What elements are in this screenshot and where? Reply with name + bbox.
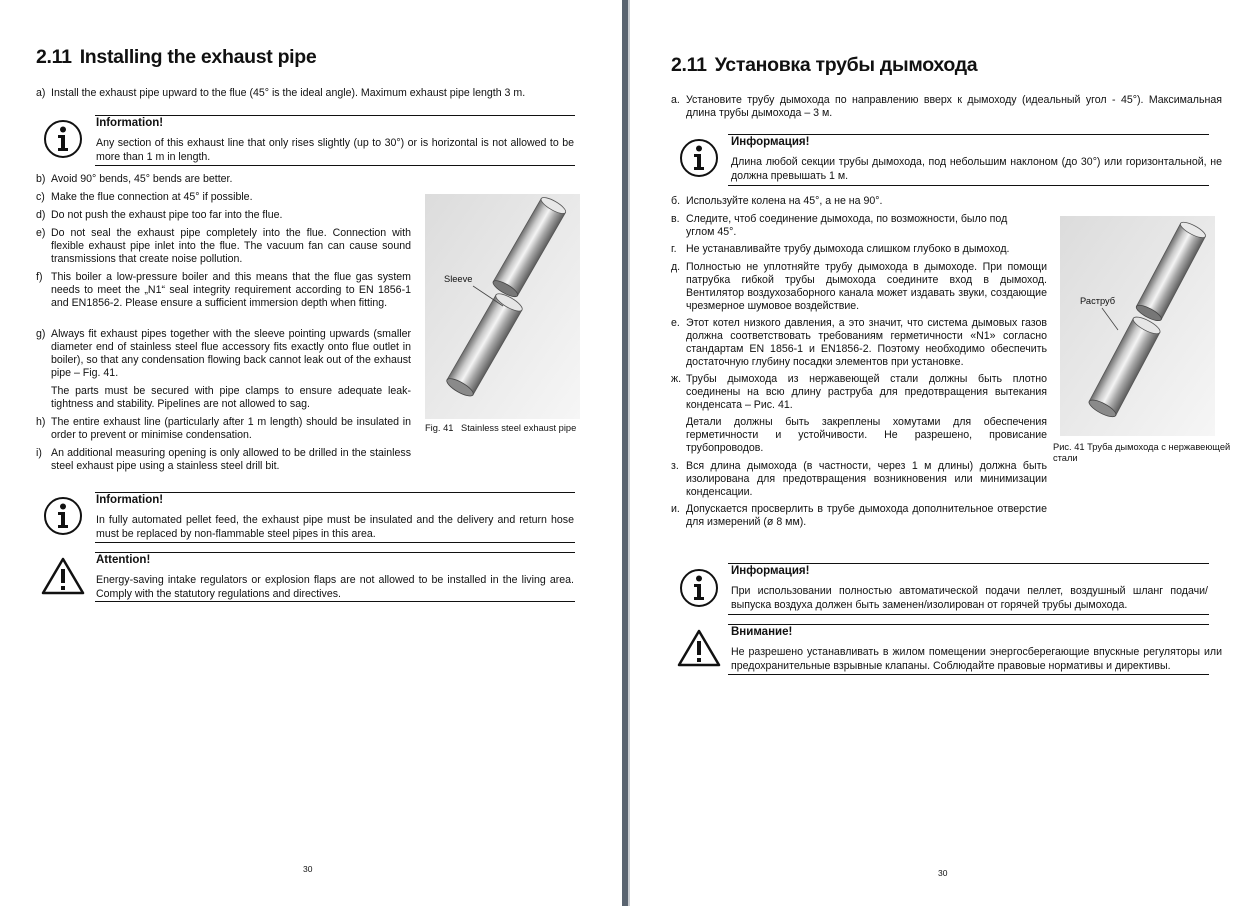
- note-body: Any section of this exhaust line that only rises slightly (up to 30°) or is horizontal is not allowed to be more than 1 m in length.: [96, 137, 574, 163]
- note-heading: Attention!: [96, 554, 151, 566]
- note-body: Energy-saving intake regulators or explosion flaps are not allowed to be installed in the living area. Comply with the statutory regulations and directives.: [96, 574, 574, 600]
- warning-icon: [41, 556, 85, 601]
- figure-caption-number: Fig. 41: [425, 423, 454, 433]
- figure-label-sleeve: Sleeve: [444, 274, 473, 284]
- page-left-english: 2.11 Installing the exhaust pipe a) Install the exhaust pipe upward to the flue (45° is the ideal angle). Maximum exhaust pipe length 3 m. Information! Any section of this exhaust line that only rises slightly (up to 30°) or is horizontal is not allowed to be more than 1 m in length. b) Avoid 90° bends, 45° bends are better. c) Make the flue connection at 45° if possible. d) Do not push the exhaust pipe too far into the flue. e) Do not seal the exhaust pipe completely into the flue. Connection with flexible exhaust pipe inlet into the flue. The vacuum fan can cause sound transmissions that create noise pollution. f) This boiler a low-pressure boiler and this means that the flue gas system needs to meet the „N1“ seal integrity requirement according to EN 1856-1 and EN1856-2. Please ensure a sufficient immersion depth when fitting. g) Always fit exhaust pipes together with the sleeve pointing upwards (smaller diameter end of stainless steel flue accessory fits exactly onto flue outlet in boiler), so that any condensation flowing back cannot leak out of the exhaust pipe – Fig. 41. The parts must be secured with pipe clamps to ensure adequate leak-tightness and stability. Pipelines are not allowed to sag. h) The entire exhaust line (particularly after 1 m length) should be insulated in order to prevent or minimise condensation. i) An additional measuring opening is only allowed to be drilled in the stainless steel exhaust pipe using a stainless steel drill bit. Sleeve Fig. 41 Stainless steel exhaust pipe Information! In fully automated pellet feed, the exhaust pipe must be insulated and the delivery and return hose must be replaced by non-flammable steel pipes in this area. Attention! Energy-saving intake regulators or explosion flaps are not allowed to be installed in the living area. Comply with the statutory regulations and directives. 30: [0, 0, 622, 906]
- exhaust-pipe-figure: [425, 194, 580, 419]
- note-heading: Information!: [96, 117, 164, 129]
- section-title: 2.11 Установка трубы дымохода: [671, 54, 978, 76]
- figure-caption: Stainless steel exhaust pipe: [461, 423, 577, 433]
- note-heading: Информация!: [731, 565, 810, 577]
- note-bottom-rule: [95, 601, 575, 602]
- page-number: 30: [303, 864, 313, 874]
- note-body: Длина любой секции трубы дымохода, под небольшим наклоном (до 30°) или горизонтальной, не должна превышать 1 м.: [731, 156, 1222, 182]
- note-bottom-rule: [95, 542, 575, 543]
- note-body: При использовании полностью автоматической подачи пеллет, воздушный шланг подачи/выпуска воздуха должен быть заменен/изолирован от горячей трубы дымохода.: [731, 585, 1208, 611]
- note-top-rule: [95, 492, 575, 493]
- exhaust-pipe-figure: [1060, 216, 1215, 436]
- note-bottom-rule: [728, 674, 1209, 675]
- page-right-russian: 2.11 Установка трубы дымохода а. Установите трубу дымохода по направлению вверх к дымоходу (идеальный угол - 45°). Максимальная длина трубы дымохода – 3 м. Информация! Длина любой секции трубы дымохода, под небольшим наклоном (до 30°) или горизонтальной, не должна превышать 1 м. б. Используйте колена на 45°, а не на 90°. в. Следите, чтоб соединение дымохода, по возможности, было под углом 45°. г. Не устанавливайте трубу дымохода слишком глубоко в дымоход. д. Полностью не уплотняйте трубу дымохода в дымоходе. При помощи патрубка гибкой трубы дымохода соедините вход в дымоход. Вентилятор воздухозаборного канала может издавать звуки, создающие чрезмерное шумовое воздействие. е. Этот котел низкого давления, а это значит, что система дымовых газов должна соответствовать требованиям герметичности «N1» согласно стандартам EN 1856-1 и EN1856-2. Поэтому необходимо обеспечить достаточную глубину посадки элементов при установке. ж. Трубы дымохода из нержавеющей стали должны быть плотно соединены на всю длину раструба для предотвращения вытекания конденсата – Рис. 41. Детали должны быть закреплены хомутами для обеспечения герметичности и устойчивости. Не разрешено, провисание трубопроводов. з. Вся длина дымохода (в частности, через 1 м длины) должна быть изолирована для предотвращения возникновения или минимизации конденсации. и. Допускается просверлить в трубе дымохода дополнительное отверстие для измерений (ø 8 мм). Раструб Рис. 41 Труба дымохода с нержавеющей стали Информация! При использовании полностью автоматической подачи пеллет, воздушный шланг подачи/выпуска воздуха должен быть заменен/изолирован от горячей трубы дымохода. Внимание! Не разрешено устанавливать в жилом помещении энергосберегающие впускные регуляторы или предохранительные взрывные клапаны. Соблюдайте правовые нормативы и директивы. 30: [630, 0, 1251, 906]
- info-icon: [679, 568, 719, 613]
- figure-caption: Рис. 41 Труба дымохода с нержавеющей стали: [1053, 442, 1231, 463]
- note-top-rule: [728, 563, 1209, 564]
- warning-icon: [677, 628, 721, 673]
- note-heading: Information!: [96, 494, 164, 506]
- note-top-rule: [728, 624, 1209, 625]
- note-bottom-rule: [728, 185, 1209, 186]
- info-icon: [43, 496, 83, 541]
- note-heading: Внимание!: [731, 626, 793, 638]
- note-bottom-rule: [728, 614, 1209, 615]
- note-body: Не разрешено устанавливать в жилом помещении энергосберегающие впускные регуляторы или предохранительные взрывные клапаны. Соблюдайте правовые нормативы и директивы.: [731, 646, 1222, 672]
- figure-label-sleeve: Раструб: [1080, 296, 1116, 306]
- note-top-rule: [95, 115, 575, 116]
- info-icon: [43, 119, 83, 164]
- info-icon: [679, 138, 719, 183]
- note-body: In fully automated pellet feed, the exhaust pipe must be insulated and the delivery and return hose must be replaced by non-flammable steel pipes in this area.: [96, 514, 574, 540]
- note-top-rule: [728, 134, 1209, 135]
- note-top-rule: [95, 552, 575, 553]
- note-bottom-rule: [95, 165, 575, 166]
- section-title: 2.11 Installing the exhaust pipe: [36, 46, 317, 68]
- note-heading: Информация!: [731, 136, 810, 148]
- page-number: 30: [938, 868, 948, 878]
